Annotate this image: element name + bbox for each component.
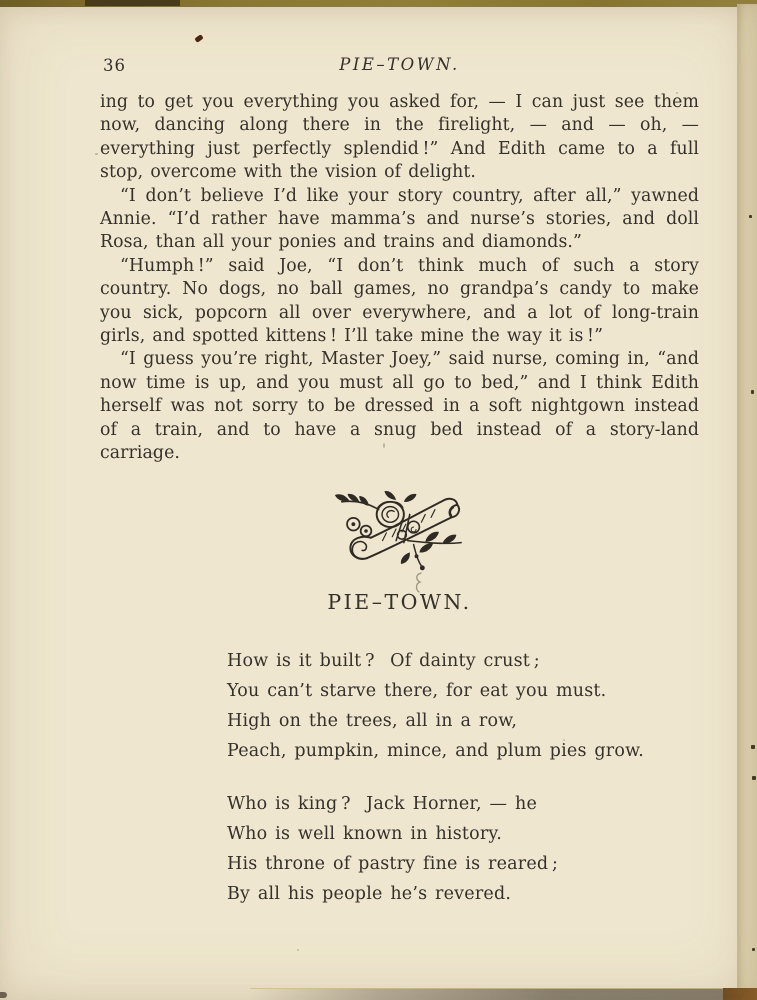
book-bottom-left-mark	[0, 992, 7, 998]
paper-speck	[95, 153, 98, 155]
book-bottom-corner	[723, 988, 757, 1000]
book-bottom-edge	[250, 988, 757, 1000]
section-title: PIE–TOWN.	[327, 590, 472, 614]
ornament-container	[100, 484, 699, 578]
paper-speck	[752, 948, 755, 951]
paragraph: “Humph !” said Joe, “I don’t think much of such a story country. No dogs, no ball games, no grandpa’s candy to make you sick, popcorn all over everywhere, and a lot of long-train girls, and spotted kittens ! I’ll take mine the way it is !”	[100, 255, 699, 347]
body-text	[100, 91, 699, 466]
paper-speck	[751, 745, 755, 749]
poem	[227, 646, 644, 909]
paragraph: ing to get you everything you asked for, — I can just see them now, dancing along there in the firelight, — and — oh, — everything just perfectly splendid !” And Edith came to a full stop, overcome with the vision of delight.	[100, 92, 699, 183]
paper-speck	[751, 390, 754, 394]
poem-stanza	[227, 646, 644, 766]
poem-line: Who is well known in history.	[227, 824, 502, 844]
poem-stanza	[227, 789, 644, 909]
paper-speck	[749, 215, 752, 218]
paragraph: “I don’t believe I’d like your story country, after all,” yawned Annie. “I’d rather have mamma’s and nurse’s stories, and doll Rosa, than all your ponies and trains and diamonds.”	[100, 185, 699, 253]
poem-line: Peach, pumpkin, mince, and plum pies grow.	[227, 741, 644, 761]
poem-line: High on the trees, all in a row,	[227, 711, 518, 731]
poem-line: Who is king ? Jack Horner, — he	[227, 794, 538, 814]
paper-speck	[297, 949, 299, 951]
poem-line: By all his people he’s revered.	[227, 884, 512, 904]
running-header: PIE–TOWN.	[339, 55, 460, 74]
page-stack-right-edge	[737, 4, 757, 1000]
paper-speck	[752, 776, 756, 780]
paragraph: “I guess you’re right, Master Joey,” said nurse, coming in, “and now time is up, and you must all go to bed,” and I think Edith herself was not sorry to be dressed in a soft nightgown instead of a train, and to have a snug bed instead of a story-land carriage.	[100, 349, 699, 464]
poem-line: You can’t starve there, for eat you must.	[227, 681, 607, 701]
poem-line: His throne of pastry fine is reared ;	[227, 854, 559, 874]
poem-line: How is it built ? Of dainty crust ;	[227, 651, 540, 671]
scroll-with-roses-ornament-icon	[332, 484, 468, 574]
page-number: 36	[103, 56, 126, 75]
book-cover-top-edge-dark-segment	[85, 0, 180, 6]
ink-fleck	[194, 34, 203, 43]
